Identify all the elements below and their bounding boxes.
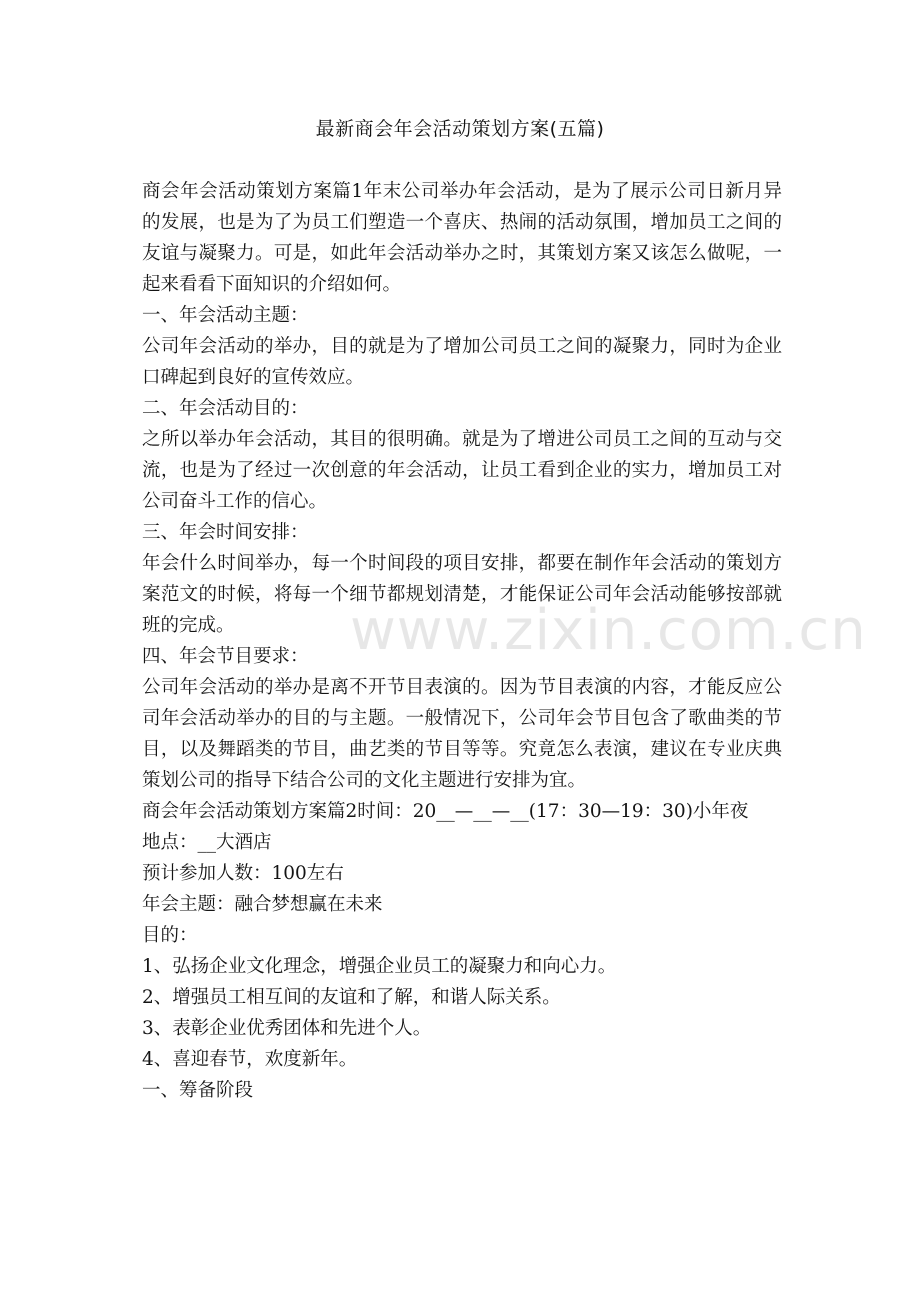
- paragraph-location: 地点：__大酒店: [142, 832, 272, 853]
- document-title: 最新商会年会活动策划方案(五篇): [315, 118, 605, 140]
- heading-schedule: 三、年会时间安排：: [142, 522, 309, 543]
- list-item-goal-2: 2、增强员工相互间的友谊和了解，和谐人际关系。: [142, 987, 561, 1008]
- heading-goals: 目的：: [142, 925, 198, 946]
- paragraph-annual-theme: 年会主题：融合梦想赢在未来: [142, 894, 383, 915]
- document-body: [142, 176, 782, 1106]
- paragraph-theme: 公司年会活动的举办，目的就是为了增加公司员工之间的凝聚力，同时为企业口碑起到良好的宣传效应。: [142, 336, 782, 388]
- list-item-goal-1: 1、弘扬企业文化理念，增强企业员工的凝聚力和向心力。: [142, 956, 617, 977]
- paragraph-purpose: 之所以举办年会活动，其目的很明确。就是为了增进公司员工之间的互动与交流，也是为了经过一次创意的年会活动，让员工看到企业的实力，增加员工对公司奋斗工作的信心。: [142, 429, 782, 512]
- heading-preparation: 一、筹备阶段: [142, 1080, 254, 1101]
- heading-theme: 一、年会活动主题：: [142, 305, 309, 326]
- heading-program: 四、年会节目要求：: [142, 646, 309, 667]
- list-item-goal-4: 4、喜迎春节，欢度新年。: [142, 1049, 358, 1070]
- list-item-goal-3: 3、表彰企业优秀团体和先进个人。: [142, 1018, 432, 1039]
- paragraph-intro: 商会年会活动策划方案篇1年末公司举办年会活动，是为了展示公司日新月异的发展，也是为了为员工们塑造一个喜庆、热闹的活动氛围，增加员工之间的友谊与凝聚力。可是，如此年会活动举办之时，其策划方案又该怎么做呢，一起来看看下面知识的介绍如何。: [142, 181, 782, 295]
- paragraph-program: 公司年会活动的举办是离不开节目表演的。因为节目表演的内容，才能反应公司年会活动举办的目的与主题。一般情况下，公司年会节目包含了歌曲类的节目，以及舞蹈类的节目，曲艺类的节目等等。究竟怎么表演，建议在专业庆典策划公司的指导下结合公司的文化主题进行安排为宜。: [142, 677, 782, 791]
- heading-purpose: 二、年会活动目的：: [142, 398, 309, 419]
- watermark-text: www.zixin.com.cn: [350, 598, 867, 663]
- paragraph-plan2-time: 商会年会活动策划方案篇2时间：20__—__—__(17：30—19：30)小年夜: [142, 801, 749, 822]
- paragraph-schedule: 年会什么时间举办，每一个时间段的项目安排，都要在制作年会活动的策划方案范文的时候，将每一个细节都规划清楚，才能保证公司年会活动能够按部就班的完成。: [142, 553, 782, 636]
- paragraph-attendees: 预计参加人数：100左右: [142, 863, 344, 884]
